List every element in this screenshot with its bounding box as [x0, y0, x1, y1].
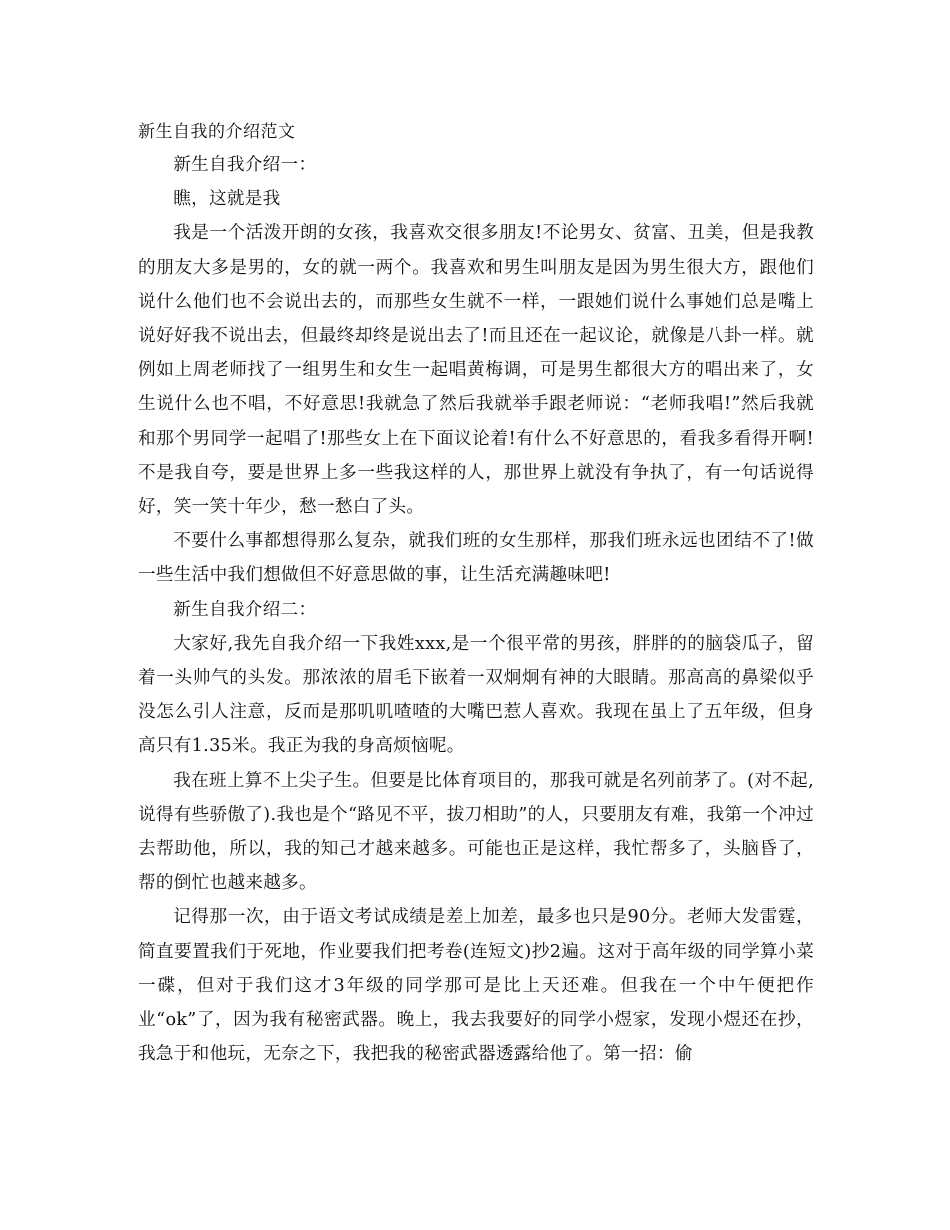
paragraph-intro-one-body: 我是一个活泼开朗的女孩，我喜欢交很多朋友!不论男女、贫富、丑美，但是我教的朋友大多是男的，女的就一两个。我喜欢和男生叫朋友是因为男生很大方，跟他们说什么他们也不会说出去的，而那些女生就不一样，一跟她们说什么事她们总是嘴上说好好我不说出去，但最终却终是说出去了!而且还在一起议论，就像是八卦一样。就例如上周老师找了一组男生和女生一起唱黄梅调，可是男生都很大方的唱出来了，女生说什么也不唱，不好意思!我就急了然后我就举手跟老师说：“老师我唱!”然后我就和那个男同学一起唱了!那些女上在下面议论着!有什么不好意思的，看我多看得开啊!不是我自夸，要是世界上多一些我这样的人，那世界上就没有争执了，有一句话说得好，笑一笑十年少，愁一愁白了头。 — [138, 223, 814, 518]
paragraph-intro-one-closing: 不要什么事都想得那么复杂，就我们班的女生那样，那我们班永远也团结不了!做一些生活中我们想做但不好意思做的事，让生活充满趣味吧! — [138, 531, 814, 586]
paragraph-intro-two-school: 我在班上算不上尖子生。但要是比体育项目的，那我可就是名列前茅了。(对不起,说得有些骄傲了).我也是个“路见不平，拔刀相助”的人，只要朋友有难，我第一个冲过去帮助他，所以，我的知己才越来越多。可能也正是这样，我忙帮多了，头脑昏了，帮的倒忙也越来越多。 — [138, 770, 814, 894]
document-page — [138, 116, 814, 1071]
paragraph-intro-two-heading: 新生自我介绍二： — [173, 599, 317, 620]
paragraph-intro-two-story: 记得那一次，由于语文考试成绩是差上加差，最多也只是90分。老师大发雷霆，简直要置我们于死地，作业要我们把考卷(连短文)抄2遍。这对于高年级的同学算小菜一碟，但对于我们这才3年级的同学那可是比上天还难。但我在一个中午便把作业“ok”了，因为我有秘密武器。晚上，我去我要好的同学小煜家，发现小煜还在抄，我急于和他玩，无奈之下，我把我的秘密武器透露给他了。第一招：偷 — [138, 907, 814, 1065]
paragraph-intro-two-appearance: 大家好,我先自我介绍一下我姓xxx,是一个很平常的男孩，胖胖的的脑袋瓜子，留着一头帅气的头发。那浓浓的眉毛下嵌着一双炯炯有神的大眼睛。那高高的鼻梁似乎没怎么引人注意，反而是那叽叽喳喳的大嘴巴惹人喜欢。我现在虽上了五年级，但身高只有1.35米。我正为我的身高烦恼呢。 — [138, 633, 814, 757]
paragraph-intro-one-heading: 新生自我介绍一： — [173, 155, 317, 175]
document-title: 新生自我的介绍范文 — [138, 122, 296, 142]
paragraph-intro-one-subtitle: 瞧，这就是我 — [173, 189, 281, 210]
